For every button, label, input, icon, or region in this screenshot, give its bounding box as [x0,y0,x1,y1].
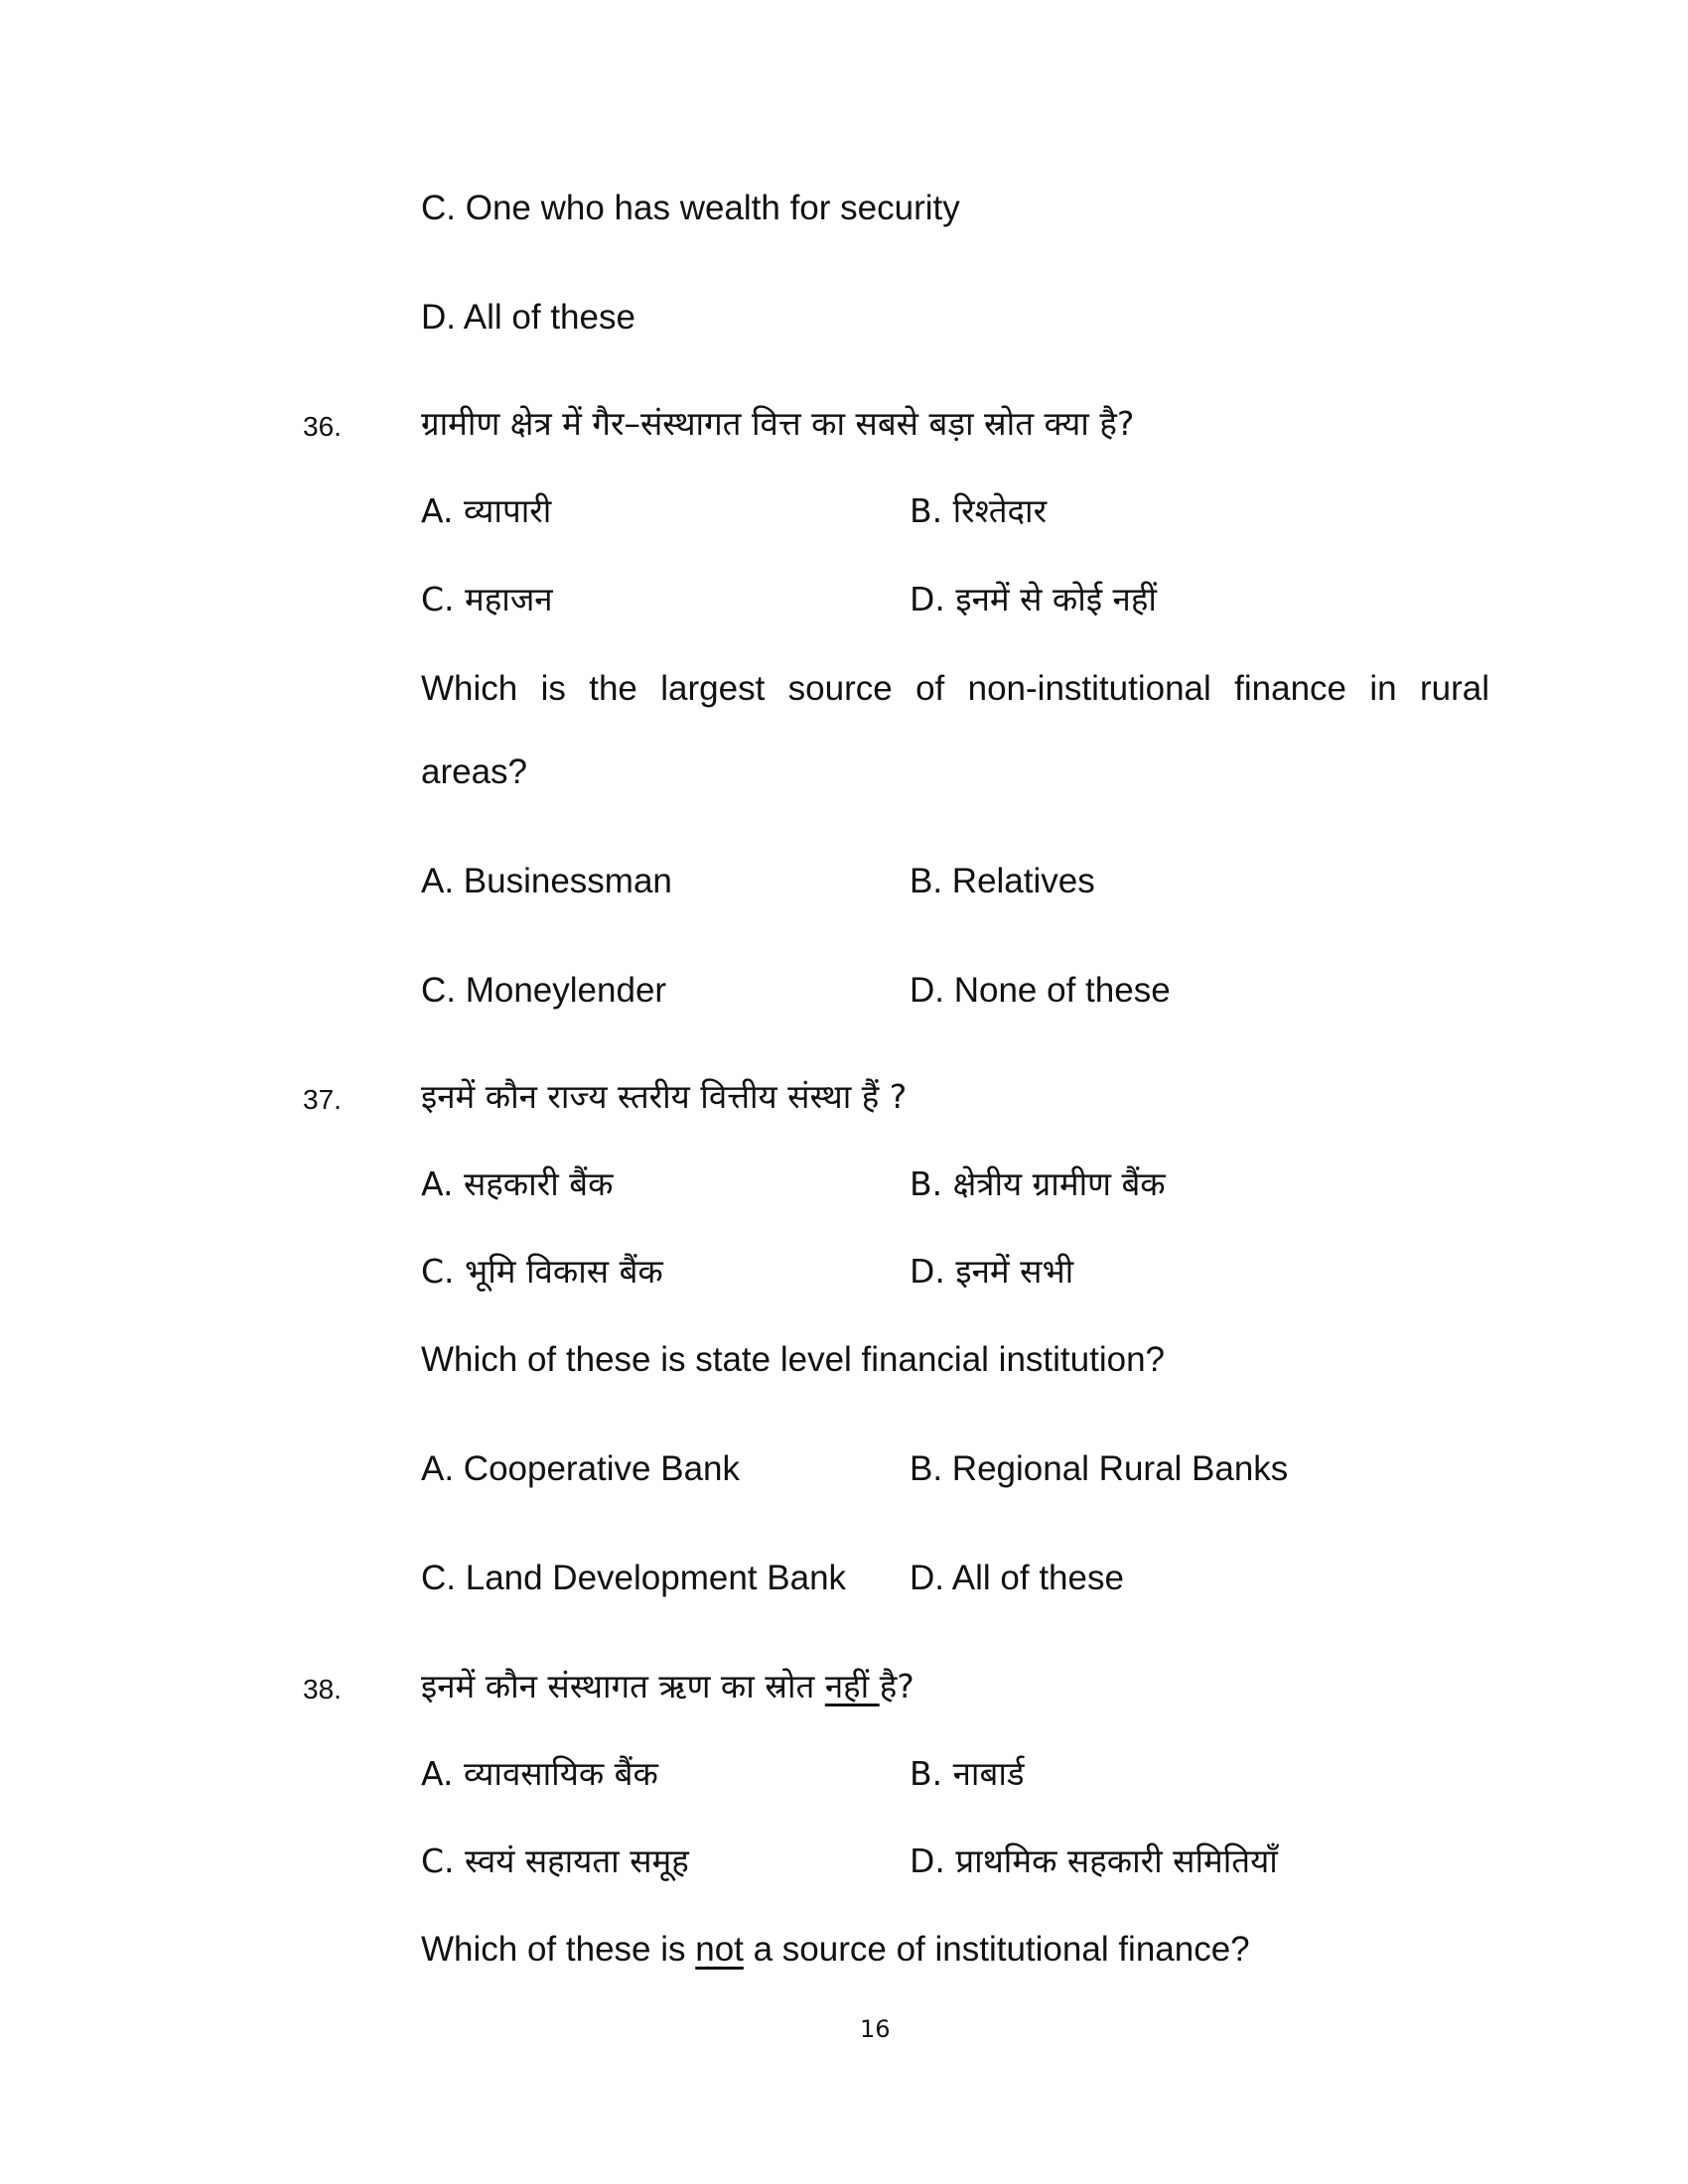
question-text-english: Which is the largest source of non-institutional finance in rural [421,669,1489,708]
page-number: 16 [860,2015,891,2043]
emphasis-underline: नहीं [824,1667,880,1706]
option-c-hindi: C. भूमि विकास बैंक [421,1252,663,1291]
question-number: 38. [303,1674,342,1705]
option-c-hindi: C. महाजन [421,580,553,618]
option-b-english: B. Relatives [910,862,1095,900]
question-text-english: Which of these is state level financial institution? [421,1340,1165,1379]
question-text-hindi: इनमें कौन संस्थागत ऋण का स्रोत नहीं है? [421,1667,914,1706]
emphasis-underline: not [695,1930,744,1969]
question-text-english: Which of these is not a source of institutional finance? [421,1930,1250,1969]
option-d-hindi: D. इनमें सभी [910,1252,1074,1291]
option-b-hindi: B. रिश्तेदार [910,491,1048,530]
option-a-hindi: A. व्यापारी [421,491,552,530]
option-b-hindi: B. क्षेत्रीय ग्रामीण बैंक [910,1164,1166,1203]
option-c-hindi: C. स्वयं सहायता समूह [421,1842,689,1880]
option-a-english: A. Businessman [421,862,672,900]
option-a-hindi: A. व्यावसायिक बैंक [421,1754,658,1793]
question-text-english-cont: areas? [421,752,528,791]
option-d-english: D. All of these [910,1559,1124,1597]
question-text-hindi: ग्रामीण क्षेत्र में गैर–संस्थागत वित्त का सबसे बड़ा स्रोत क्या है? [421,404,1135,443]
option-c-english: C. Moneylender [421,971,667,1010]
option-a-hindi: A. सहकारी बैंक [421,1164,614,1203]
question-number: 37. [303,1084,342,1115]
option-c-english: C. Land Development Bank [421,1559,847,1597]
question-number: 36. [303,411,342,442]
question-text-hindi: इनमें कौन राज्य स्तरीय वित्तीय संस्था हैं ? [421,1077,908,1116]
option-a-english: A. Cooperative Bank [421,1449,741,1488]
option-b-hindi: B. नाबार्ड [910,1754,1025,1793]
option-d-english: D. None of these [910,971,1171,1010]
q35-option-d: D. All of these [421,298,635,337]
q35-option-c: C. One who has wealth for security [421,189,960,227]
option-b-english: B. Regional Rural Banks [910,1449,1289,1488]
option-d-hindi: D. प्राथमिक सहकारी समितियाँ [910,1842,1278,1880]
option-d-hindi: D. इनमें से कोई नहीं [910,580,1157,618]
